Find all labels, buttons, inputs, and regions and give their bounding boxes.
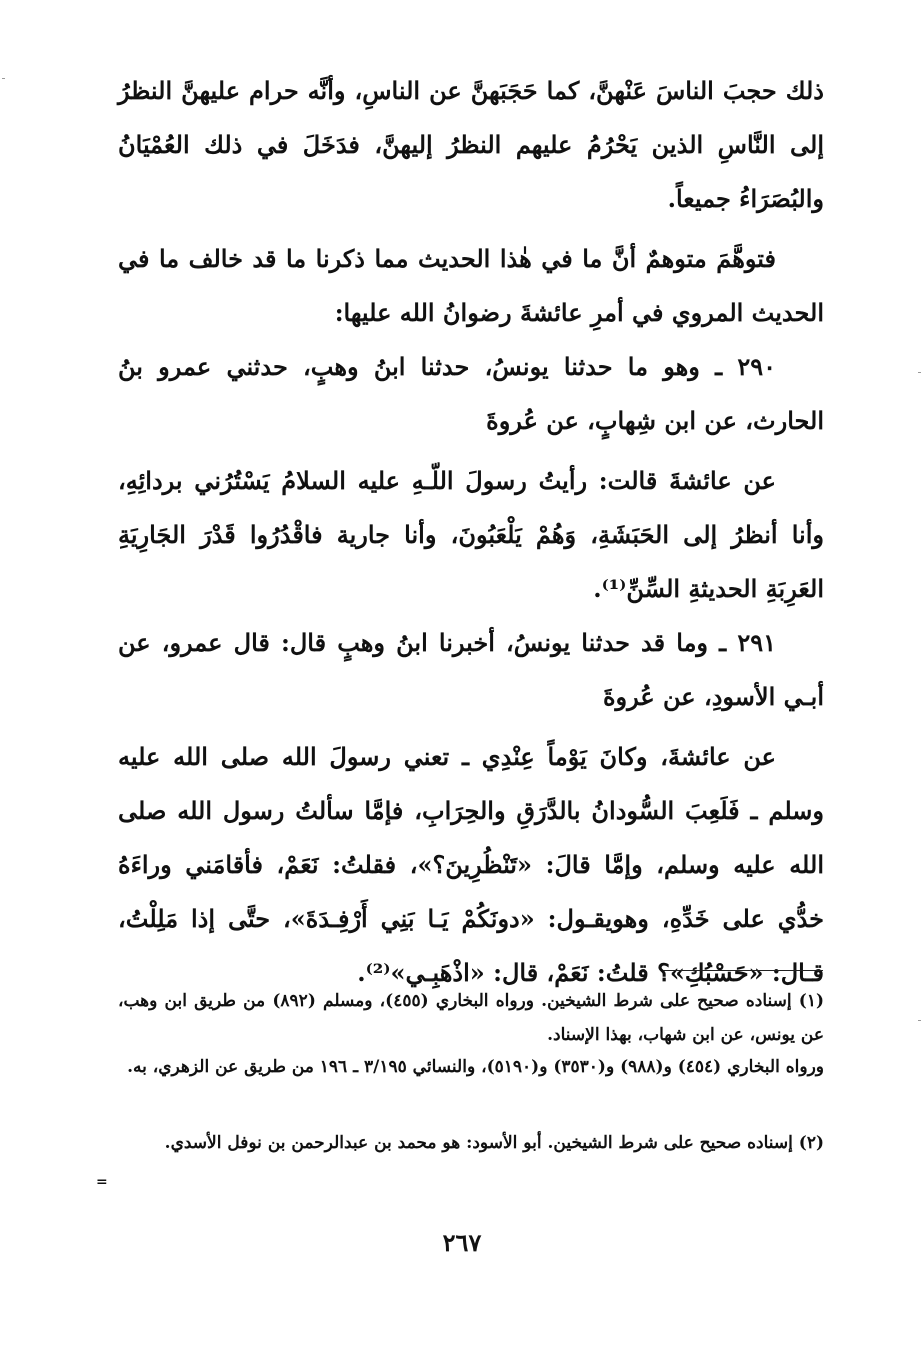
footnote-divider [663, 970, 823, 971]
paragraph: ذلك حجبَ الناسَ عَنْهنَّ، كما حَجَبَهنَّ عن الناسِ، وأنَّه حرام عليهنَّ النظرُ إلى النَّاسِ الذين يَحْرُمُ عليهم النظرُ إليهنَّ، فدَخَلَ في ذلك العُمْيَانُ والبُصَرَاءُ جميعاً. [118, 76, 824, 213]
scan-mark [918, 372, 921, 373]
hadith-chain: ٢٩٠ ـ وهو ما حدثنا يونسُ، حدثنا ابنُ وهبٍ، حدثني عمرو بنُ الحارث، عن ابن شِهابٍ، عن عُروةَ [118, 352, 824, 435]
page-number: ٢٦٧ [442, 1228, 482, 1257]
scan-mark [918, 1020, 921, 1021]
scan-mark [2, 78, 5, 79]
footnote: (٢) إسناده صحيح على شرط الشيخين. أبو الأسود: هو محمد بن عبدالرحمن بن نوفل الأسدي. [164, 1133, 824, 1153]
hadith-text: عن عائشةَ قالت: رأيتُ رسولَ اللّـهِ عليه السلامُ يَسْتُرُني بردائِهِ، وأنا أنظرُ إلى الحَبَشَةِ، وَهُمْ يَلْعَبُونَ، وأنا جارية فاقْدُرُوا قَدْرَ الجَارِيَةِ العَرِبَةِ الحديثةِ السِّنِّ⁽¹⁾. [118, 466, 824, 603]
continuation-mark: = [96, 1174, 108, 1190]
paragraph: فتوهَّمَ متوهمٌ أنَّ ما في هٰذا الحديث مما ذكرنا ما قد خالف ما في الحديث المروي في أمرِ عائشةَ رضوانُ الله عليها: [118, 244, 824, 327]
footnote: ورواه البخاري (٤٥٤) و(٩٨٨) و(٣٥٣٠) و(٥١٩٠)، والنسائي ٣/١٩٥ ـ ١٩٦ من طريق عن الزهري، به. [127, 1057, 824, 1077]
hadith-text: عن عائشةَ، وكانَ يَوْماً عِنْدِي ـ تعني رسولَ الله صلى الله عليه وسلم ـ فَلَعِبَ السُّودانُ بالدَّرَقِ والحِرَابِ، فإمَّا سألتُ رسول الله صلى الله عليه وسلم، وإمَّا قالَ: «تَنْظُرِينَ؟»، فقلتُ: نَعَمْ، فأقامَني وراءَهُ خدُّي على خَدِّهِ، وهويقـول: «دونَكُمْ يَـا بَنِي أَرْفِـدَةَ»، حتَّى إذا مَلِلْتُ، قـال: «حَسْبُكِ»؟ قلتُ: نَعَمْ، قال: «اذْهَبِـي»⁽²⁾. [118, 742, 824, 987]
hadith-chain: ٢٩١ ـ وما قد حدثنا يونسُ، أخبرنا ابنُ وهبٍ قال: قال عمرو، عن أبـي الأسودِ، عن عُروةَ [118, 628, 824, 711]
footnote: (١) إسناده صحيح على شرط الشيخين. ورواه البخاري (٤٥٥)، ومسلم (٨٩٢) من طريق ابن وهب، عن يونس، عن ابن شهاب، بهذا الإسناد. [118, 991, 825, 1045]
main-text [118, 64, 824, 1000]
